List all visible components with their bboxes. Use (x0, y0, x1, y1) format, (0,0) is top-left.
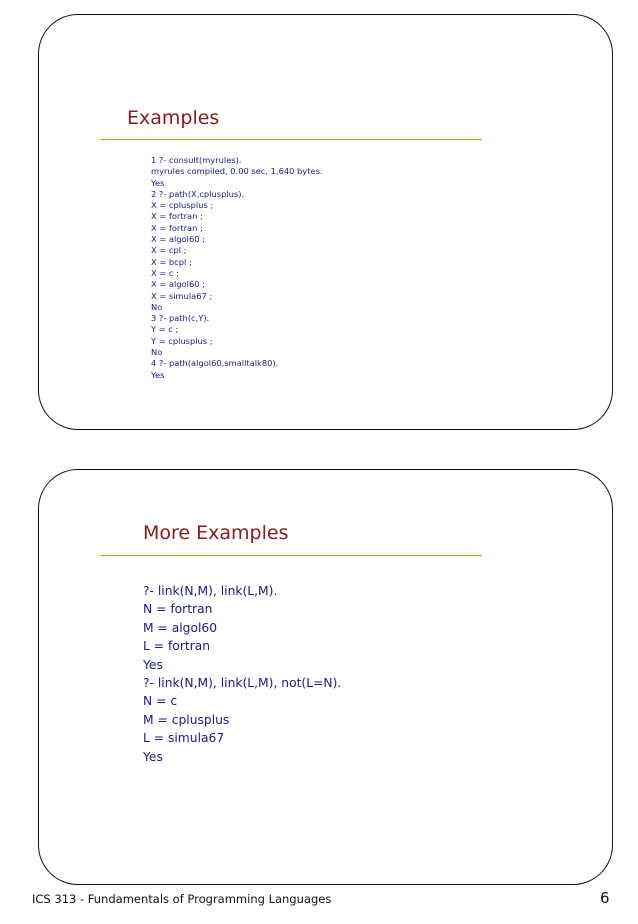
page-number: 6 (600, 889, 610, 907)
code-line: X = algol60 ; (151, 234, 205, 245)
slide-title: More Examples (143, 522, 289, 544)
code-line: ?- link(N,M), link(L,M), not(L=N). (143, 676, 342, 691)
slide-title: Examples (127, 107, 220, 129)
code-line: X = fortran ; (151, 222, 203, 233)
slide-examples (38, 14, 613, 430)
title-divider (101, 139, 482, 140)
code-line: Yes (143, 749, 163, 764)
code-line: myrules compiled, 0.00 sec, 1,640 bytes. (151, 166, 323, 177)
code-line: Yes (151, 369, 165, 380)
code-line: X = cplusplus ; (151, 200, 214, 211)
footer-course-title: ICS 313 - Fundamentals of Programming Languages (32, 892, 332, 906)
code-line: N = fortran (143, 602, 213, 617)
code-line: Y = c ; (151, 324, 179, 335)
code-line: 1 ?- consult(myrules). (151, 155, 242, 165)
code-line: X = fortran ; (151, 211, 203, 222)
code-line: 4 ?- path(algol60,smalltalk80). (151, 358, 279, 369)
code-line: X = bcpl ; (151, 256, 192, 267)
prolog-session (143, 582, 341, 766)
code-line: Yes (151, 177, 165, 188)
code-line: 3 ?- path(c,Y). (151, 313, 210, 324)
code-line: M = cplusplus (143, 712, 230, 727)
title-divider (101, 555, 482, 556)
code-line: 2 ?- path(X,cplusplus). (151, 188, 245, 199)
code-line: X = cpl ; (151, 245, 187, 256)
code-line: ?- link(N,M), link(L,M). (143, 584, 278, 598)
code-line: L = fortran (143, 639, 211, 654)
code-line: L = simula67 (143, 731, 225, 746)
code-line: M = algol60 (143, 620, 218, 635)
code-line: N = c (143, 694, 178, 709)
code-line: No (151, 301, 163, 312)
code-line: Y = cplusplus ; (151, 335, 213, 346)
code-line: X = algol60 ; (151, 279, 205, 290)
slide-more-examples (38, 469, 613, 885)
code-line: X = simula67 ; (151, 290, 213, 301)
code-line: Yes (143, 657, 163, 672)
code-line: X = c ; (151, 267, 179, 278)
prolog-session (151, 155, 323, 381)
code-line: No (151, 347, 163, 358)
